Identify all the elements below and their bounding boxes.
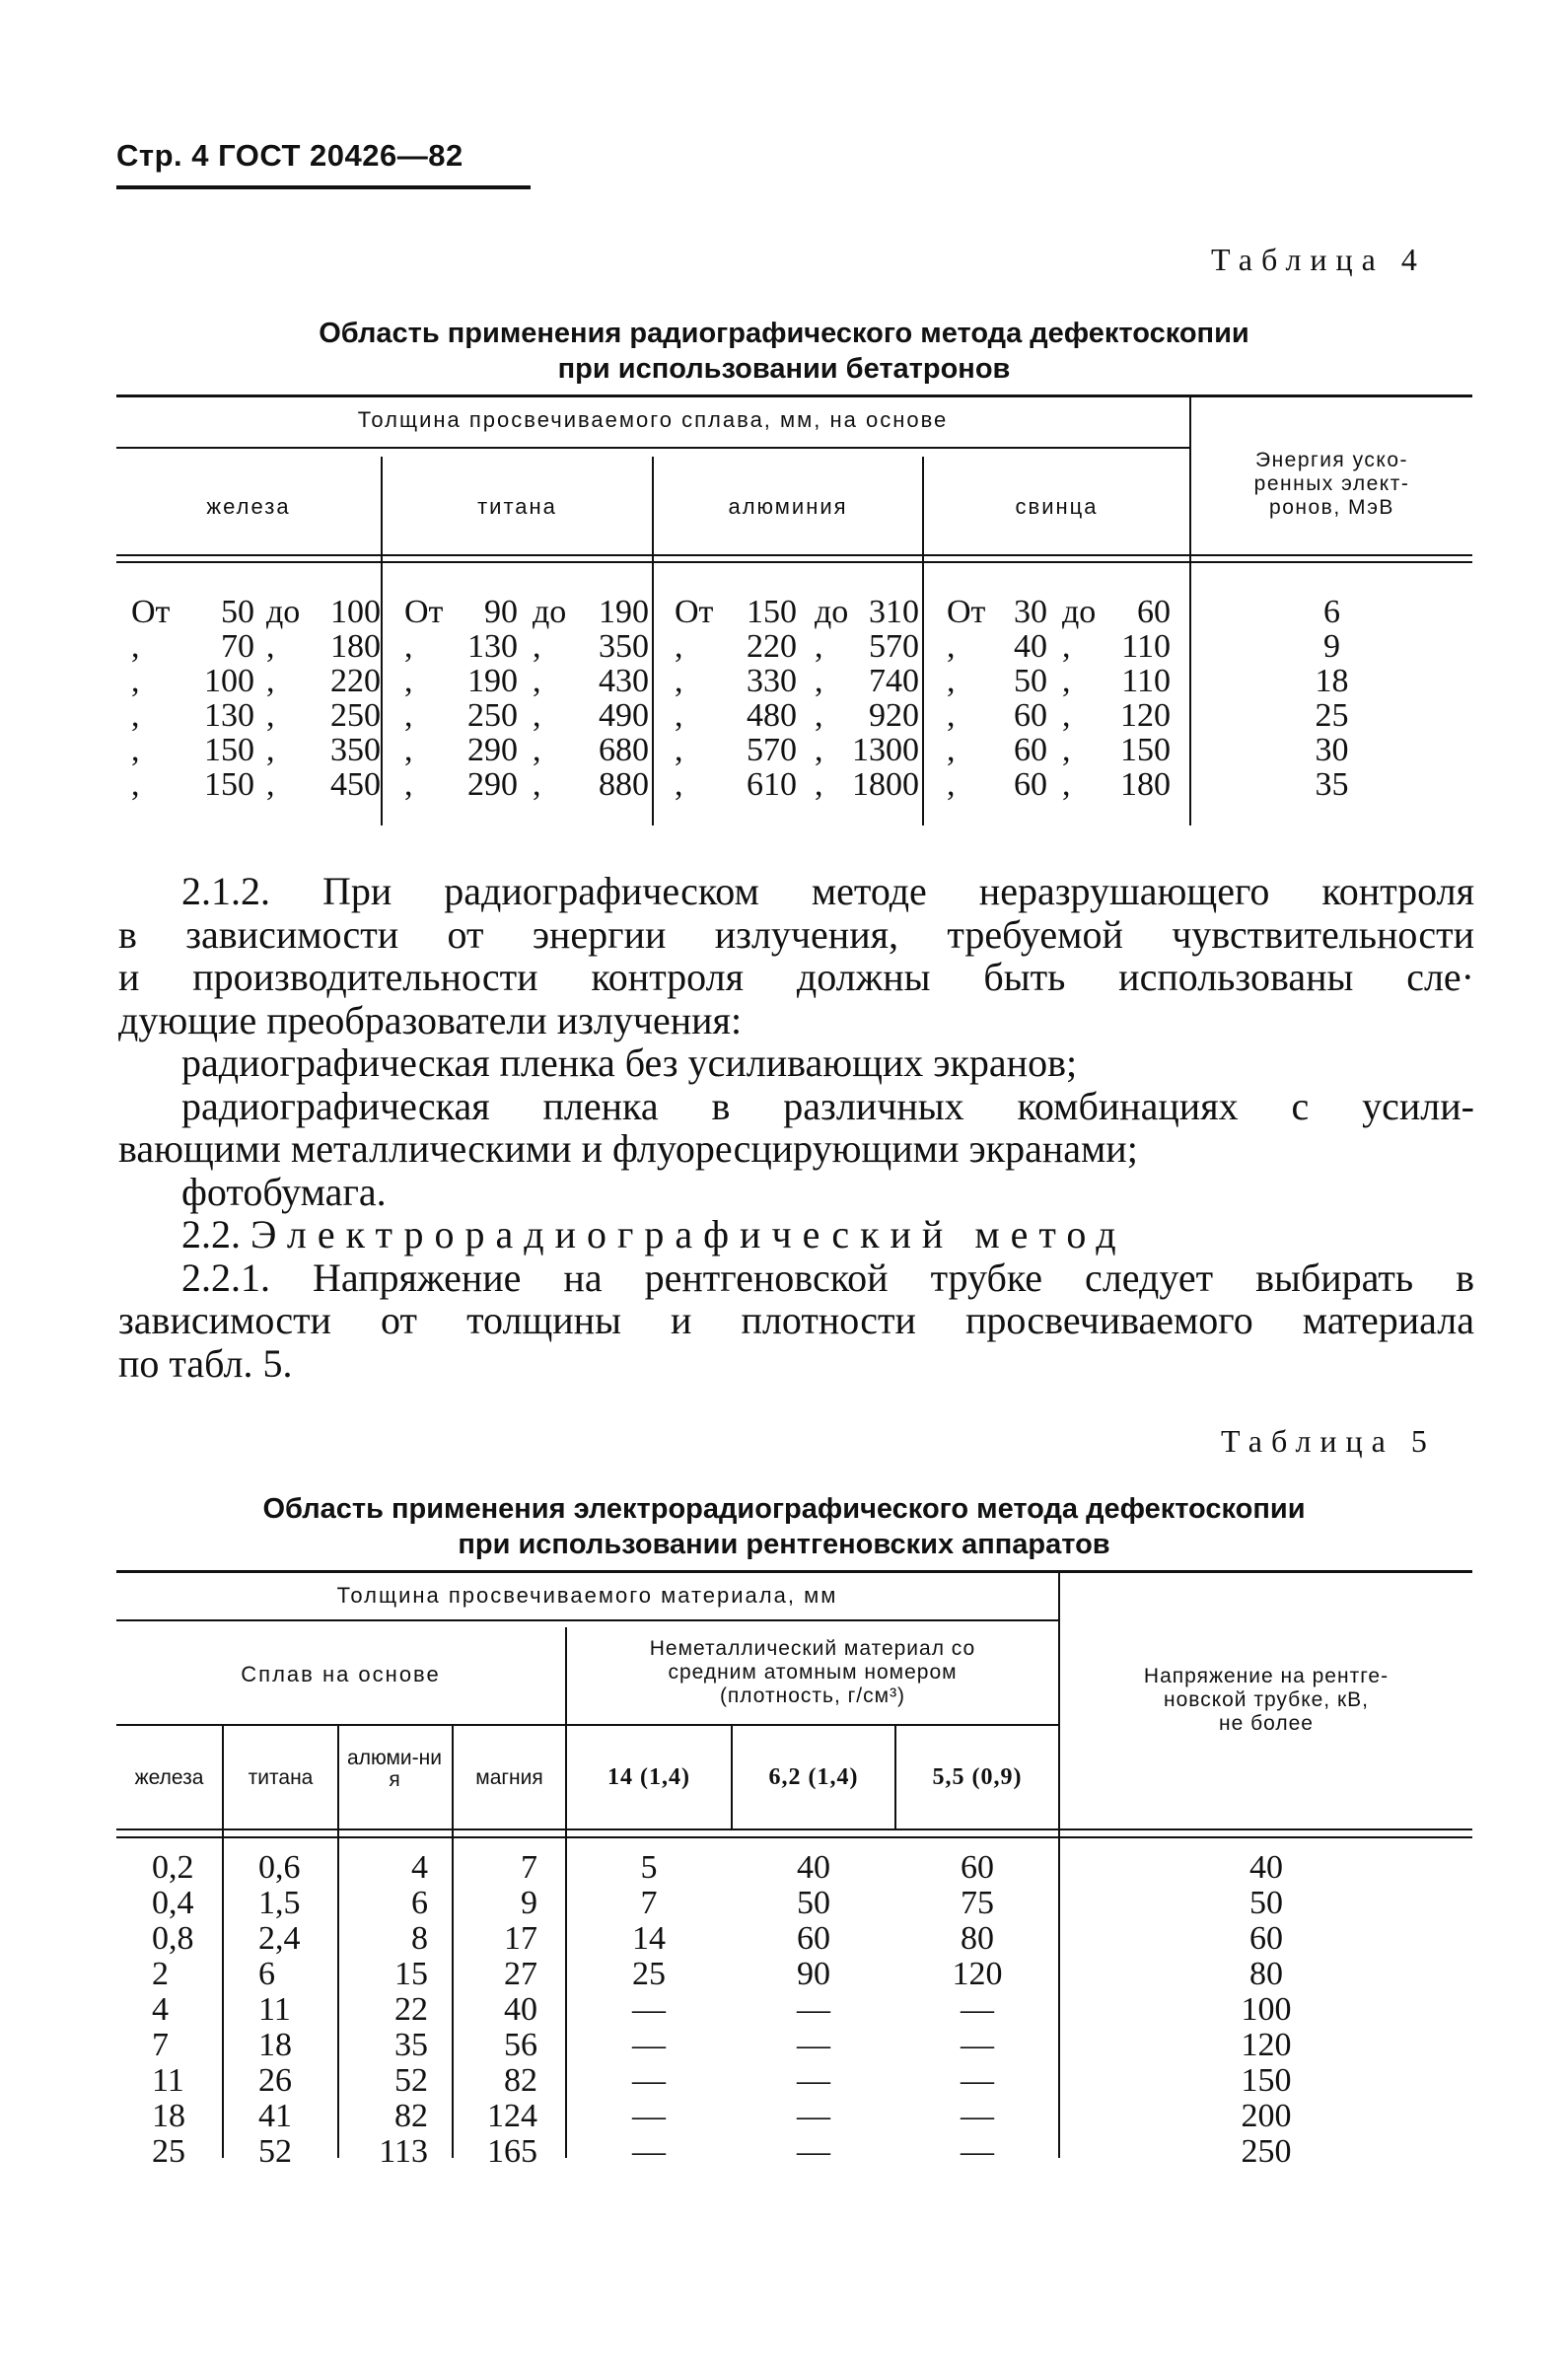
t5-cell-voltage: 120 xyxy=(1241,2027,1292,2063)
t5-cell-voltage: 100 xyxy=(1241,1991,1292,2028)
t4-cell-aluminum: 1300 xyxy=(852,732,919,768)
t5-cell-iron: 18 xyxy=(152,2098,185,2134)
t5-cell-titanium: 6 xyxy=(258,1956,275,1992)
t4-cell-lead: , xyxy=(947,663,956,699)
t4-cell-lead: , xyxy=(947,628,956,665)
t5-col-magnesium: магния xyxy=(475,1766,543,1789)
t5-col-iron: железа xyxy=(134,1766,204,1789)
t4-cell-titanium: 430 xyxy=(599,663,649,699)
t4-cell-lead: От xyxy=(947,594,986,630)
page-header: Стр. 4 ГОСТ 20426—82 xyxy=(116,138,463,173)
t5-cell-nonmetal-3: — xyxy=(961,2098,994,2134)
t4-cell-aluminum: 920 xyxy=(869,697,919,734)
t5-cell-nonmetal-2: — xyxy=(797,2133,830,2170)
t4-cell-lead: , xyxy=(1062,663,1071,699)
table5-label: Таблица 5 xyxy=(1221,1423,1436,1459)
para1-line2: в зависимости от энергии излучения, требуемой чувствительности xyxy=(118,911,1474,957)
list-item-2-line1: радиографическая пленка в различных комбинациях с усили- xyxy=(181,1083,1474,1128)
t4-cell-iron: до xyxy=(266,594,301,630)
t4-cell-aluminum: 740 xyxy=(869,663,919,699)
para1-line1: 2.1.2. При радиографическом методе неразрушающего контроля xyxy=(181,869,1474,913)
t4-cell-lead: до xyxy=(1062,594,1097,630)
t5-cell-nonmetal-1: 25 xyxy=(632,1956,666,1992)
t4-cell-titanium: , xyxy=(533,732,541,768)
t4-cell-lead: 150 xyxy=(1120,732,1171,768)
t5-voltage-line3: не более xyxy=(1219,1712,1314,1735)
t4-cell-iron: 100 xyxy=(330,594,381,630)
t4-cell-lead: 110 xyxy=(1121,663,1171,699)
t5-col-aluminum: алюми-ния xyxy=(347,1747,442,1791)
t5-nonmetal-header xyxy=(567,1637,1058,1708)
t5-cell-aluminum: 113 xyxy=(379,2133,428,2170)
t4-cell-iron: , xyxy=(266,697,275,734)
t4-energy-line3: ронов, МэВ xyxy=(1269,496,1394,519)
t4-cell-energy: 6 xyxy=(1323,594,1340,630)
t4-cell-aluminum: , xyxy=(675,732,683,768)
t4-cell-aluminum: От xyxy=(675,594,714,630)
t4-cell-iron: 150 xyxy=(204,766,254,803)
t4-cell-lead: 50 xyxy=(1014,663,1047,699)
section-number: 2.2. xyxy=(181,1212,241,1256)
t4-cell-aluminum: 570 xyxy=(869,628,919,665)
t4-cell-titanium: до xyxy=(533,594,567,630)
t4-cell-iron: , xyxy=(266,628,275,665)
t5-cell-aluminum: 82 xyxy=(394,2098,428,2134)
t4-cell-iron: 50 xyxy=(221,594,254,630)
t4-cell-titanium: 880 xyxy=(599,766,649,803)
t5-cell-magnesium: 124 xyxy=(487,2098,537,2134)
t4-header-rule-2 xyxy=(116,561,1472,563)
t5-cell-voltage: 150 xyxy=(1241,2062,1292,2099)
t5-col-titanium: титана xyxy=(248,1766,314,1789)
t4-cell-iron: 70 xyxy=(221,628,254,665)
t4-cell-lead: 180 xyxy=(1120,766,1171,803)
t4-cell-titanium: 680 xyxy=(599,732,649,768)
t5-cell-nonmetal-3: 80 xyxy=(961,1920,994,1957)
t4-cell-lead: , xyxy=(1062,766,1071,803)
t4-cell-aluminum: , xyxy=(815,663,823,699)
t4-cell-titanium: 250 xyxy=(467,697,518,734)
t4-cell-titanium: , xyxy=(533,766,541,803)
t4-cell-energy: 18 xyxy=(1315,663,1349,699)
t4-cell-iron: , xyxy=(131,766,140,803)
t4-col-iron: железа xyxy=(206,494,291,519)
table4-label: Таблица 4 xyxy=(1211,242,1426,277)
t5-nonmetal-line1: Неметаллический материал со xyxy=(649,1637,976,1660)
t5-cell-nonmetal-3: — xyxy=(961,2133,994,2170)
t4-col-aluminum: алюминия xyxy=(728,494,848,519)
para1-line4: дующие преобразователи излучения: xyxy=(118,997,743,1042)
para2-line1: 2.2.1. Напряжение на рентгеновской трубке следует выбирать в xyxy=(181,1255,1474,1300)
t5-cell-nonmetal-3: — xyxy=(961,2027,994,2063)
t5-cell-nonmetal-1: — xyxy=(632,1991,666,2028)
t4-cell-titanium: 90 xyxy=(484,594,518,630)
t5-cell-titanium: 18 xyxy=(258,2027,292,2063)
t4-cell-titanium: , xyxy=(404,732,413,768)
t4-cell-titanium: 290 xyxy=(467,766,518,803)
t4-cell-aluminum: , xyxy=(815,628,823,665)
t5-group-header: Толщина просвечиваемого материала, мм xyxy=(336,1583,838,1608)
t5-cell-voltage: 60 xyxy=(1249,1920,1283,1957)
t4-cell-titanium: 490 xyxy=(599,697,649,734)
t5-cell-nonmetal-1: — xyxy=(632,2133,666,2170)
t4-cell-lead: 60 xyxy=(1014,732,1047,768)
t4-cell-lead: , xyxy=(947,766,956,803)
t4-cell-aluminum: 150 xyxy=(747,594,797,630)
t4-cell-iron: , xyxy=(131,628,140,665)
t5-subgroup-rule xyxy=(116,1724,1058,1726)
t4-cell-titanium: 190 xyxy=(599,594,649,630)
t5-col-nonmetal-3: 5,5 (0,9) xyxy=(932,1764,1023,1790)
t5-cell-magnesium: 165 xyxy=(487,2133,537,2170)
t4-cell-aluminum: 1800 xyxy=(852,766,919,803)
t5-cell-nonmetal-2: 50 xyxy=(797,1885,830,1921)
t5-cell-aluminum: 22 xyxy=(394,1991,428,2028)
t4-cell-titanium: , xyxy=(533,628,541,665)
para1-line3: и производительности контроля должны быть использованы сле· xyxy=(118,955,1474,999)
t5-cell-nonmetal-2: — xyxy=(797,2098,830,2134)
t4-cell-lead: 60 xyxy=(1137,594,1171,630)
t5-alloy-header: Сплав на основе xyxy=(241,1662,441,1686)
t4-group-rule xyxy=(116,447,1189,449)
table4-title-line2: при использовании бетатронов xyxy=(557,353,1011,385)
para2-line3: по табл. 5. xyxy=(118,1340,293,1386)
t4-cell-iron: 450 xyxy=(330,766,381,803)
t5-cell-voltage: 80 xyxy=(1249,1956,1283,1992)
t5-cell-aluminum: 4 xyxy=(411,1849,428,1886)
t4-cell-aluminum: 220 xyxy=(747,628,797,665)
t5-cell-nonmetal-1: — xyxy=(632,2098,666,2134)
t5-cell-voltage: 250 xyxy=(1241,2133,1292,2170)
t4-cell-titanium: 190 xyxy=(467,663,518,699)
t5-cell-aluminum: 8 xyxy=(411,1920,428,1957)
t5-cell-titanium: 41 xyxy=(258,2098,292,2134)
t5-cell-iron: 2 xyxy=(152,1956,169,1992)
t5-cell-iron: 11 xyxy=(152,2062,184,2099)
t4-cell-aluminum: до xyxy=(815,594,849,630)
t4-cell-iron: 100 xyxy=(204,663,254,699)
list-item-1: радиографическая пленка без усиливающих экранов; xyxy=(181,1040,1078,1085)
t5-cell-nonmetal-2: 60 xyxy=(797,1920,830,1957)
t5-cell-magnesium: 82 xyxy=(504,2062,537,2099)
t4-cell-lead: 40 xyxy=(1014,628,1047,665)
t5-cell-voltage: 40 xyxy=(1249,1849,1283,1886)
t4-cell-aluminum: , xyxy=(815,697,823,734)
t4-cell-titanium: , xyxy=(404,697,413,734)
t5-header-rule-2 xyxy=(116,1836,1472,1838)
table5-title-line1: Область применения электрорадиографического метода дефектоскопии xyxy=(262,1493,1306,1525)
t4-cell-energy: 30 xyxy=(1315,732,1349,768)
para2-line2: зависимости от толщины и плотности просвечиваемого материала xyxy=(118,1298,1474,1342)
paragraph-2-1-2 xyxy=(118,870,1474,1385)
t5-nonmetal-line3: (плотность, г/см³) xyxy=(719,1685,906,1707)
t4-cell-iron: , xyxy=(131,663,140,699)
table5-title-line2: при использовании рентгеновских аппаратов xyxy=(458,1529,1110,1560)
table5-title xyxy=(0,1491,1568,1562)
t4-cell-iron: , xyxy=(131,697,140,734)
t4-cell-aluminum: 570 xyxy=(747,732,797,768)
t4-cell-titanium: , xyxy=(533,663,541,699)
t5-voltage-line2: новской трубке, кВ, xyxy=(1164,1688,1369,1711)
t4-cell-lead: 110 xyxy=(1121,628,1171,665)
t4-cell-iron: 130 xyxy=(204,697,254,734)
t5-cell-nonmetal-3: — xyxy=(961,2062,994,2099)
t5-top-rule xyxy=(116,1570,1472,1573)
t5-cell-titanium: 26 xyxy=(258,2062,292,2099)
t4-energy-line1: Энергия уско- xyxy=(1254,449,1408,471)
t5-cell-iron: 0,2 xyxy=(152,1849,194,1886)
t4-cell-titanium: , xyxy=(404,628,413,665)
t4-cell-lead: , xyxy=(1062,697,1071,734)
table4-title xyxy=(0,316,1568,387)
t5-cell-nonmetal-2: — xyxy=(797,2062,830,2099)
t5-cell-nonmetal-3: 120 xyxy=(952,1956,1003,1992)
t4-cell-iron: 350 xyxy=(330,732,381,768)
list-item-2-line2: вающими металлическими и флуоресцирующими экранами; xyxy=(118,1126,1138,1171)
t4-cell-iron: , xyxy=(131,732,140,768)
t5-cell-titanium: 11 xyxy=(258,1991,291,2028)
t4-cell-titanium: , xyxy=(533,697,541,734)
t4-cell-iron: , xyxy=(266,663,275,699)
t5-cell-nonmetal-1: — xyxy=(632,2027,666,2063)
t4-cell-titanium: , xyxy=(404,663,413,699)
t4-cell-lead: , xyxy=(947,697,956,734)
t4-cell-titanium: От xyxy=(404,594,444,630)
t4-cell-lead: 120 xyxy=(1120,697,1171,734)
t4-cell-aluminum: , xyxy=(675,663,683,699)
t4-cell-aluminum: , xyxy=(675,697,683,734)
t4-cell-aluminum: , xyxy=(815,766,823,803)
t4-col-lead: свинца xyxy=(1015,494,1099,519)
t4-cell-iron: От xyxy=(131,594,171,630)
t5-cell-nonmetal-3: 60 xyxy=(961,1849,994,1886)
t5-cell-voltage: 50 xyxy=(1249,1885,1283,1921)
t5-voltage-line1: Напряжение на рентге- xyxy=(1143,1665,1390,1687)
t5-cell-magnesium: 9 xyxy=(521,1885,537,1921)
t5-vr-1 xyxy=(222,1726,224,2158)
t4-cell-iron: 180 xyxy=(330,628,381,665)
t5-cell-nonmetal-2: 90 xyxy=(797,1956,830,1992)
t4-header-rule-1 xyxy=(116,554,1472,556)
t5-cell-iron: 0,4 xyxy=(152,1885,194,1921)
t4-cell-titanium: , xyxy=(404,766,413,803)
t5-group-rule xyxy=(116,1619,1058,1621)
t5-cell-iron: 4 xyxy=(152,1991,169,2028)
t4-cell-lead: , xyxy=(1062,732,1071,768)
t5-cell-magnesium: 27 xyxy=(504,1956,537,1992)
t5-cell-nonmetal-1: 5 xyxy=(640,1849,658,1886)
t5-cell-iron: 25 xyxy=(152,2133,185,2170)
t4-cell-lead: 60 xyxy=(1014,697,1047,734)
t5-cell-nonmetal-2: — xyxy=(797,2027,830,2063)
t5-cell-titanium: 52 xyxy=(258,2133,292,2170)
header-rule xyxy=(116,185,531,189)
t4-cell-aluminum: , xyxy=(675,766,683,803)
t5-header-rule-1 xyxy=(116,1828,1472,1830)
t5-cell-magnesium: 56 xyxy=(504,2027,537,2063)
t4-cell-aluminum: 330 xyxy=(747,663,797,699)
t5-cell-aluminum: 6 xyxy=(411,1885,428,1921)
t4-cell-aluminum: 610 xyxy=(747,766,797,803)
t4-col-titanium: титана xyxy=(477,494,557,519)
t4-group-header: Толщина просвечиваемого сплава, мм, на основе xyxy=(357,407,949,432)
t4-cell-titanium: 290 xyxy=(467,732,518,768)
t4-cell-aluminum: 310 xyxy=(869,594,919,630)
t5-cell-magnesium: 40 xyxy=(504,1991,537,2028)
t4-col-energy xyxy=(1191,449,1472,520)
t4-energy-line2: ренных элект- xyxy=(1253,472,1410,495)
t5-cell-iron: 0,8 xyxy=(152,1920,194,1957)
t4-cell-lead: 60 xyxy=(1014,766,1047,803)
t4-cell-aluminum: 480 xyxy=(747,697,797,734)
t4-cell-lead: , xyxy=(1062,628,1071,665)
t5-cell-titanium: 0,6 xyxy=(258,1849,301,1886)
t4-cell-iron: , xyxy=(266,766,275,803)
t5-col-nonmetal-2: 6,2 (1,4) xyxy=(768,1764,859,1790)
t5-cell-titanium: 2,4 xyxy=(258,1920,301,1957)
t5-cell-iron: 7 xyxy=(152,2027,169,2063)
t5-cell-aluminum: 52 xyxy=(394,2062,428,2099)
t4-cell-titanium: 130 xyxy=(467,628,518,665)
t5-cell-nonmetal-3: — xyxy=(961,1991,994,2028)
t4-cell-aluminum: , xyxy=(675,628,683,665)
t5-cell-magnesium: 7 xyxy=(521,1849,537,1886)
t4-cell-iron: 150 xyxy=(204,732,254,768)
t4-cell-titanium: 350 xyxy=(599,628,649,665)
t4-cell-iron: 220 xyxy=(330,663,381,699)
t5-cell-nonmetal-1: — xyxy=(632,2062,666,2099)
t4-cell-energy: 35 xyxy=(1315,766,1349,803)
section-title: Электрорадиографический метод xyxy=(250,1212,1127,1256)
t4-cell-iron: 250 xyxy=(330,697,381,734)
t5-cell-titanium: 1,5 xyxy=(258,1885,301,1921)
t5-cell-nonmetal-2: 40 xyxy=(797,1849,830,1886)
t5-voltage-header xyxy=(1060,1665,1472,1736)
t5-cell-nonmetal-3: 75 xyxy=(961,1885,994,1921)
t5-cell-magnesium: 17 xyxy=(504,1920,537,1957)
t4-cell-aluminum: , xyxy=(815,732,823,768)
t4-top-rule xyxy=(116,394,1472,397)
t5-cell-nonmetal-1: 7 xyxy=(640,1885,658,1921)
t4-cell-energy: 25 xyxy=(1315,697,1349,734)
t5-cell-nonmetal-2: — xyxy=(797,1991,830,2028)
t5-cell-voltage: 200 xyxy=(1241,2098,1292,2134)
t4-cell-lead: , xyxy=(947,732,956,768)
t4-cell-energy: 9 xyxy=(1323,628,1340,665)
list-item-3: фотобумага. xyxy=(181,1169,387,1214)
t5-col-nonmetal-1: 14 (1,4) xyxy=(607,1764,690,1790)
t4-cell-lead: 30 xyxy=(1014,594,1047,630)
table4-title-line1: Область применения радиографического метода дефектоскопии xyxy=(319,318,1249,349)
t5-cell-aluminum: 15 xyxy=(394,1956,428,1992)
t4-cell-iron: , xyxy=(266,732,275,768)
section-2-2-heading xyxy=(118,1213,1474,1256)
t5-nonmetal-line2: средним атомным номером xyxy=(668,1661,958,1684)
t5-cell-nonmetal-1: 14 xyxy=(632,1920,666,1957)
t5-cell-aluminum: 35 xyxy=(394,2027,428,2063)
